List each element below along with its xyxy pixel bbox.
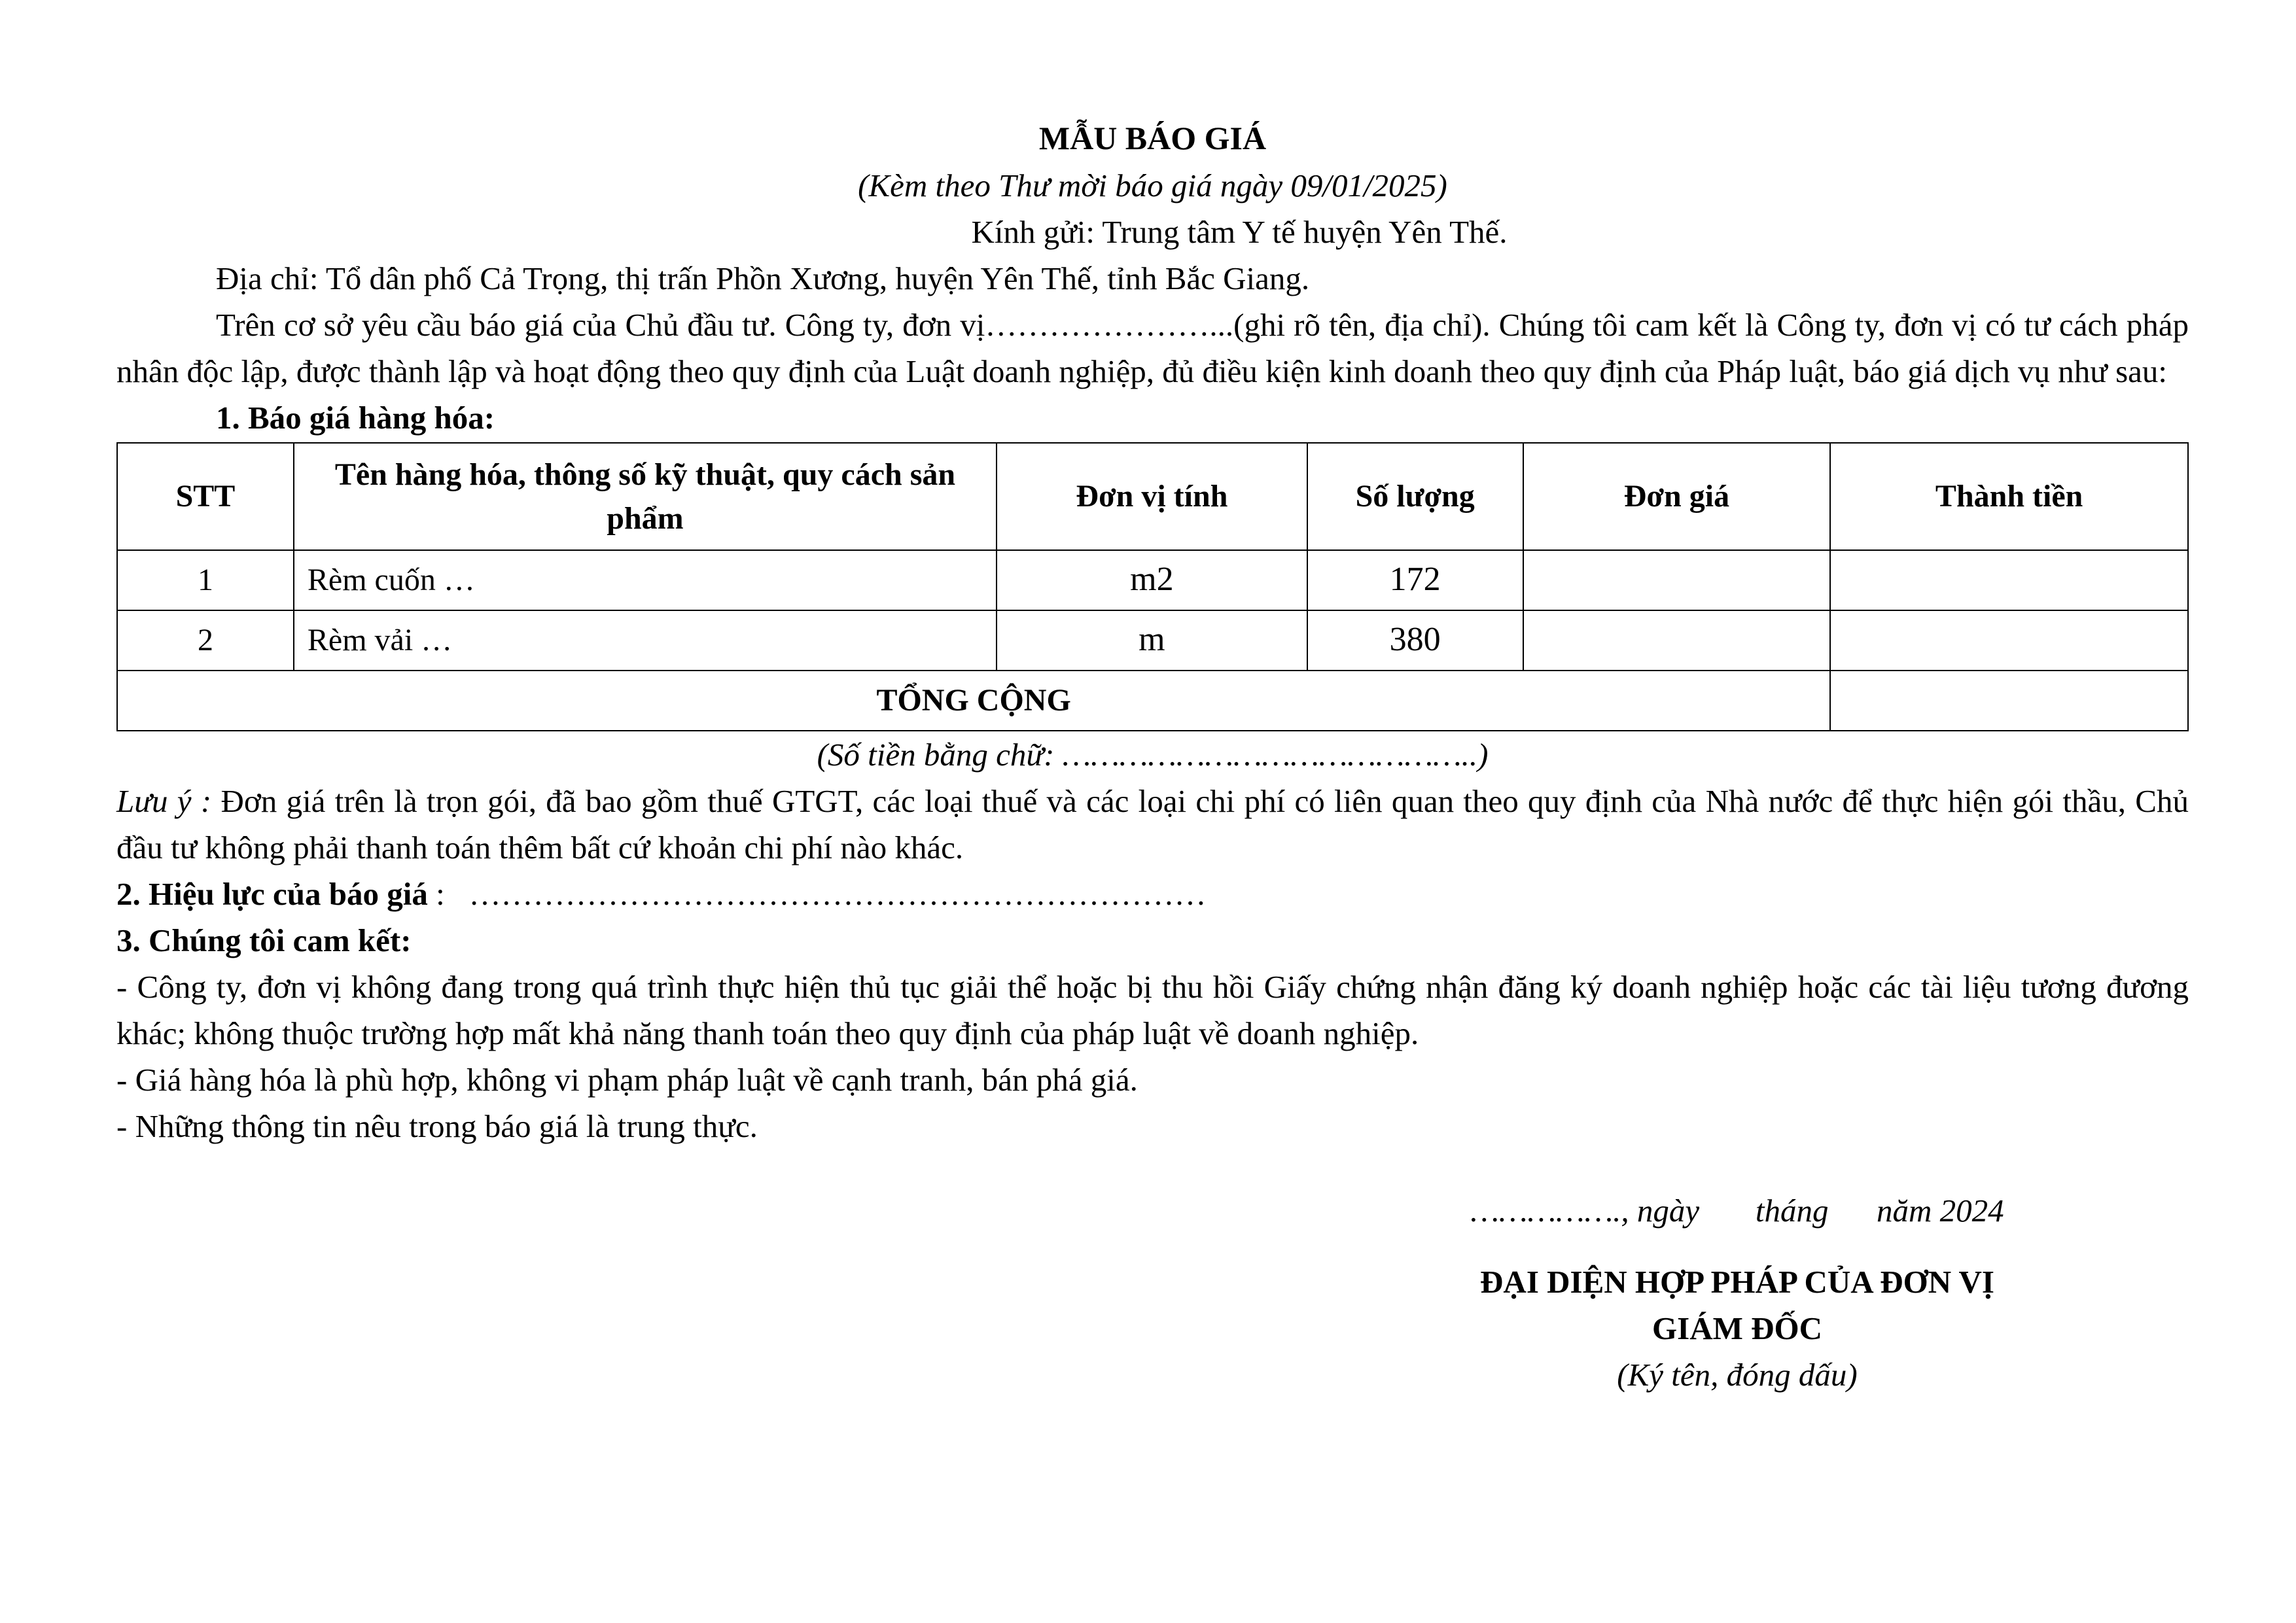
note-label: Lưu ý : bbox=[116, 782, 212, 819]
cell-unit: m bbox=[997, 610, 1307, 671]
cell-unit-price[interactable] bbox=[1523, 610, 1831, 671]
document-subtitle: (Kèm theo Thư mời báo giá ngày 09/01/2025) bbox=[858, 167, 1447, 203]
signature-instruction: (Ký tên, đóng dấu) bbox=[1617, 1357, 1858, 1393]
header-unit-price: Đơn giá bbox=[1523, 443, 1831, 550]
total-value[interactable] bbox=[1830, 671, 2188, 731]
representative-title: ĐẠI DIỆN HỢP PHÁP CỦA ĐƠN VỊ bbox=[1480, 1264, 1994, 1300]
header-total: Thành tiền bbox=[1830, 443, 2188, 550]
recipient-line: Kính gửi: Trung tâm Y tế huyện Yên Thế. bbox=[971, 213, 1508, 250]
signature-block bbox=[1368, 1187, 2107, 1398]
section-1-heading: 1. Báo giá hàng hóa: bbox=[216, 399, 495, 436]
quotation-document bbox=[116, 114, 2189, 1149]
amount-in-words: (Số tiền bằng chữ: ……………………………………..) bbox=[817, 736, 1489, 773]
address-line: Địa chỉ: Tổ dân phố Cả Trọng, thị trấn Phồn Xương, huyện Yên Thế, tỉnh Bắc Giang. bbox=[216, 260, 1310, 296]
cell-total[interactable] bbox=[1830, 550, 2188, 610]
note-text: Đơn giá trên là trọn gói, đã bao gồm thuế GTGT, các loại thuế và các loại chi phí có liên quan theo quy định của Nhà nước để thực hiện gói thầu, Chủ đầu tư không phải thanh toán thêm bất cứ khoản chi phí nào khác. bbox=[116, 782, 2189, 865]
intro-paragraph: Trên cơ sở yêu cầu báo giá của Chủ đầu tư. Công ty, đơn vị…………………...(ghi rõ tên, địa chỉ). Chúng tôi cam kết là Công ty, đơn vị có tư cách pháp nhân độc lập, được thành lập và hoạt động theo quy định của Luật doanh nghiệp, đủ điều kiện kinh doanh theo quy định của Pháp luật, báo giá dịch vụ như sau: bbox=[116, 306, 2189, 389]
cell-item-name: Rèm vải … bbox=[294, 610, 997, 671]
section-2-line bbox=[116, 871, 2189, 917]
document-title: MẪU BÁO GIÁ bbox=[1038, 120, 1267, 156]
header-quantity: Số lượng bbox=[1307, 443, 1523, 550]
commitment-item: - Công ty, đơn vị không đang trong quá trình thực hiện thủ tục giải thể hoặc bị thu hồi Giấy chứng nhận đăng ký doanh nghiệp hoặc các tài liệu tương đương khác; không thuộc trường hợp mất khả năng thanh toán theo quy định của pháp luật về doanh nghiệp. bbox=[116, 969, 2189, 1052]
cell-quantity: 172 bbox=[1307, 550, 1523, 610]
header-stt: STT bbox=[117, 443, 294, 550]
note-paragraph bbox=[116, 778, 2189, 871]
cell-stt: 2 bbox=[117, 610, 294, 671]
commitment-item: - Giá hàng hóa là phù hợp, không vi phạm pháp luật về cạnh tranh, bán phá giá. bbox=[116, 1062, 1138, 1098]
header-item-name: Tên hàng hóa, thông số kỹ thuật, quy cách sản phẩm bbox=[294, 443, 997, 550]
section-2-heading: 2. Hiệu lực của báo giá bbox=[116, 875, 428, 912]
table-row bbox=[117, 550, 2188, 610]
total-label: TỔNG CỘNG bbox=[117, 671, 1830, 731]
cell-total[interactable] bbox=[1830, 610, 2188, 671]
cell-item-name: Rèm cuốn … bbox=[294, 550, 997, 610]
commitment-item: - Những thông tin nêu trong báo giá là trung thực. bbox=[116, 1108, 758, 1145]
quote-table bbox=[116, 442, 2189, 731]
cell-unit-price[interactable] bbox=[1523, 550, 1831, 610]
section-3-heading: 3. Chúng tôi cam kết: bbox=[116, 922, 412, 958]
position-title: GIÁM ĐỐC bbox=[1652, 1310, 1822, 1347]
section-2-value: : …………………………………………………………… bbox=[427, 875, 1207, 912]
table-row bbox=[117, 610, 2188, 671]
table-total-row bbox=[117, 671, 2188, 731]
cell-quantity: 380 bbox=[1307, 610, 1523, 671]
signature-date-line: ……………., ngày tháng năm 2024 bbox=[1470, 1193, 2004, 1229]
cell-unit: m2 bbox=[997, 550, 1307, 610]
header-unit: Đơn vị tính bbox=[997, 443, 1307, 550]
table-header-row bbox=[117, 443, 2188, 550]
cell-stt: 1 bbox=[117, 550, 294, 610]
